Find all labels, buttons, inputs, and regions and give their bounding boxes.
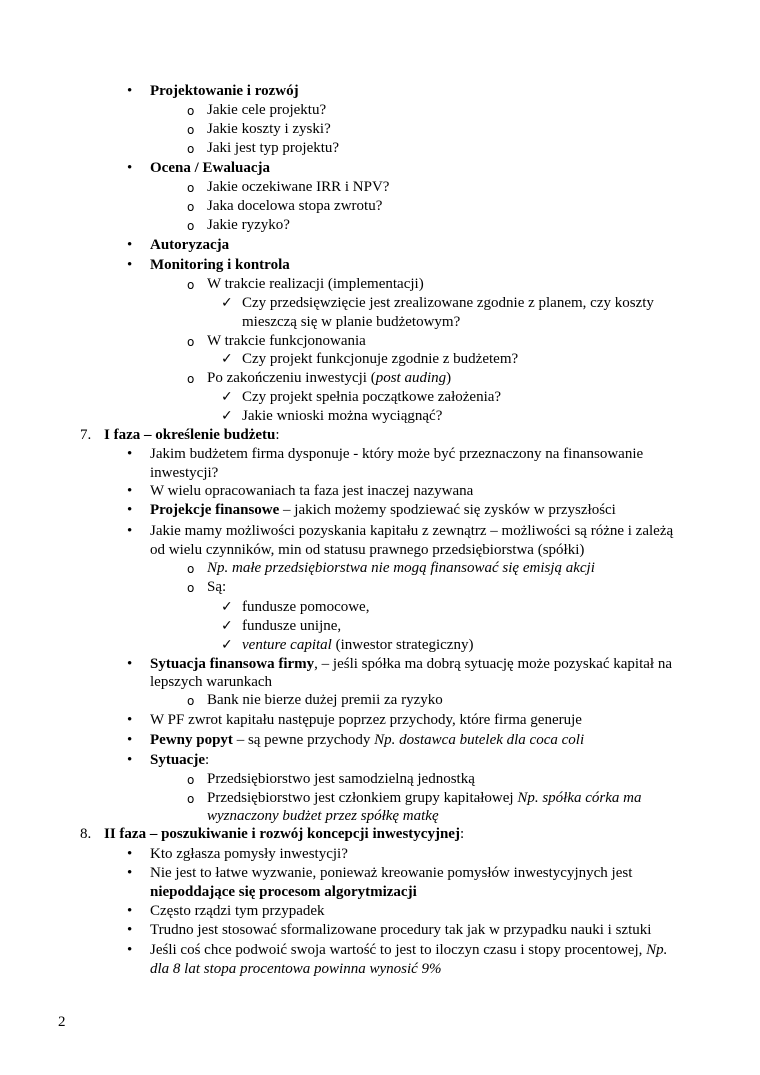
circle-bullet-icon: o — [187, 104, 195, 118]
text-run: Jakie mamy możliwości pozyskania kapitału z zewnątrz – możliwości są różne i zależą — [150, 523, 674, 539]
line-text — [242, 407, 442, 426]
text-run: fundusze unijne, — [242, 618, 342, 634]
line-text — [207, 275, 424, 294]
line-text — [207, 216, 290, 235]
text-run: Jaki jest typ projektu? — [207, 140, 340, 156]
checkmark-icon: ✓ — [221, 389, 233, 405]
text-run: dla 8 lat stopa procentowa powinna wynosić 9% — [150, 961, 442, 977]
line-text — [150, 541, 584, 560]
bullet-icon: • — [127, 846, 133, 862]
list-number: 7. — [80, 427, 92, 443]
text-run: W trakcie realizacji (implementacji) — [207, 276, 424, 292]
text-run: Sytuacje — [150, 752, 205, 768]
bullet-icon: • — [127, 865, 133, 881]
line-text — [207, 559, 595, 578]
line-text — [150, 256, 290, 275]
text-run: Czy projekt spełnia początkowe założenia? — [242, 389, 502, 405]
bullet-icon: • — [127, 903, 133, 919]
circle-bullet-icon: o — [187, 142, 195, 156]
text-run: wyznaczony budżet przez spółkę matkę — [207, 808, 439, 824]
line-text — [150, 482, 473, 501]
line-text — [150, 82, 299, 101]
text-run: od wielu czynników, min od statusu prawnego przedsiębiorstwa (spółki) — [150, 542, 585, 558]
circle-bullet-icon: o — [187, 773, 195, 787]
text-run: W wielu opracowaniach ta faza jest inaczej nazywana — [150, 483, 474, 499]
bullet-icon: • — [127, 752, 133, 768]
text-run: fundusze pomocowe, — [242, 599, 370, 615]
line-text — [150, 921, 651, 940]
line-text — [150, 673, 272, 692]
bullet-icon: • — [127, 502, 133, 518]
line-text — [207, 369, 451, 388]
line-text — [150, 902, 325, 921]
text-run: venture capital — [242, 637, 332, 653]
bullet-icon: • — [127, 446, 133, 462]
text-run: – jakich możemy spodziewać się zysków w przyszłości — [279, 502, 616, 518]
circle-bullet-icon: o — [187, 123, 195, 137]
line-text — [150, 159, 270, 178]
text-run: : — [205, 752, 210, 768]
line-text — [242, 598, 369, 617]
bullet-icon: • — [127, 656, 133, 672]
line-text — [207, 770, 475, 789]
text-run: : — [459, 826, 465, 842]
text-run: Trudno jest stosować sformalizowane procedury tak jak w przypadku nauki i sztuki — [150, 922, 652, 938]
text-run: niepoddające się procesom algorytmizacji — [150, 884, 417, 900]
text-run: Projekcje finansowe — [150, 502, 280, 518]
bullet-icon: • — [127, 257, 133, 273]
line-text — [207, 101, 326, 120]
line-text — [150, 445, 643, 464]
text-run: – są pewne przychody — [232, 732, 375, 748]
text-run: ) — [446, 370, 452, 386]
list-number: 8. — [80, 826, 92, 842]
line-text — [150, 864, 632, 883]
text-run: Po zakończeniu inwestycji ( — [207, 370, 376, 386]
line-text — [242, 294, 654, 313]
text-run: Jaka docelowa stopa zwrotu? — [207, 198, 383, 214]
text-run: Jakim budżetem firma dysponuje - który może być przeznaczony na finansowanie — [150, 446, 644, 462]
circle-bullet-icon: o — [187, 181, 195, 195]
text-run: Np. małe przedsiębiorstwa nie mogą finansować się emisją akcji — [207, 560, 595, 576]
line-text — [242, 350, 518, 369]
text-run: Czy przedsięwzięcie jest zrealizowane zgodnie z planem, czy koszty — [242, 295, 654, 311]
text-run: Jakie koszty i zyski? — [207, 121, 331, 137]
bullet-icon: • — [127, 523, 133, 539]
text-run: mieszczą się w planie budżetowym? — [242, 314, 461, 330]
text-run: Jakie oczekiwane IRR i NPV? — [207, 179, 390, 195]
circle-bullet-icon: o — [187, 581, 195, 595]
text-run: Np. spółka córka ma — [517, 790, 642, 806]
line-text — [207, 789, 642, 808]
circle-bullet-icon: o — [187, 372, 195, 386]
bullet-icon: • — [127, 237, 133, 253]
text-run: post auding — [375, 370, 447, 386]
circle-bullet-icon: o — [187, 278, 195, 292]
line-text — [150, 751, 209, 770]
checkmark-icon: ✓ — [221, 637, 233, 653]
bullet-icon: • — [127, 732, 133, 748]
checkmark-icon: ✓ — [221, 295, 233, 311]
text-run: lepszych warunkach — [150, 674, 273, 690]
line-text — [104, 825, 464, 844]
bullet-icon: • — [127, 712, 133, 728]
text-run: : — [275, 427, 280, 443]
page-number: 2 — [58, 1014, 66, 1030]
bullet-icon: • — [127, 942, 133, 958]
text-run: Np. dostawca butelek dla coca coli — [374, 732, 585, 748]
line-text — [242, 388, 501, 407]
checkmark-icon: ✓ — [221, 599, 233, 615]
text-run: (inwestor strategiczny) — [331, 637, 474, 653]
bullet-icon: • — [127, 922, 133, 938]
line-text — [150, 655, 672, 674]
line-text — [242, 636, 473, 655]
checkmark-icon: ✓ — [221, 408, 233, 424]
line-text — [207, 332, 366, 351]
line-text — [207, 578, 226, 597]
text-run: Autoryzacja — [150, 237, 230, 253]
text-run: inwestycji? — [150, 465, 219, 481]
text-run: Przedsiębiorstwo jest samodzielną jednostką — [207, 771, 475, 787]
bullet-icon: • — [127, 483, 133, 499]
text-run: Jakie wnioski można wyciągnąć? — [242, 408, 443, 424]
line-text — [207, 120, 331, 139]
line-text — [207, 197, 382, 216]
text-run: Są: — [207, 579, 227, 595]
line-text — [150, 464, 218, 483]
circle-bullet-icon: o — [187, 200, 195, 214]
circle-bullet-icon: o — [187, 219, 195, 233]
line-text — [150, 960, 442, 979]
text-run: Projektowanie i rozwój — [150, 83, 299, 99]
text-run: Sytuacja finansowa firmy — [150, 656, 315, 672]
line-text — [150, 883, 417, 902]
text-run: Jakie cele projektu? — [207, 102, 327, 118]
line-text — [150, 731, 584, 750]
text-run: Monitoring i kontrola — [150, 257, 290, 273]
text-run: Ocena / Ewaluacja — [150, 160, 270, 176]
line-text — [242, 313, 460, 332]
circle-bullet-icon: o — [187, 335, 195, 349]
line-text — [242, 617, 341, 636]
text-run: I faza – określenie budżetu — [104, 427, 276, 443]
line-text — [207, 807, 439, 826]
line-text — [207, 139, 339, 158]
text-run: , – jeśli spółka ma dobrą sytuację może pozyskać kapitał na — [314, 656, 672, 672]
line-text — [104, 426, 280, 445]
circle-bullet-icon: o — [187, 792, 195, 806]
line-text — [150, 941, 667, 960]
text-run: Przedsiębiorstwo jest członkiem grupy kapitałowej — [207, 790, 518, 806]
text-run: Pewny popyt — [150, 732, 233, 748]
text-run: W trakcie funkcjonowania — [207, 333, 366, 349]
text-run: Np. — [646, 942, 668, 958]
line-text — [150, 522, 673, 541]
text-run: II faza – poszukiwanie i rozwój koncepcji inwestycyjnej — [104, 826, 460, 842]
text-run: W PF zwrot kapitału następuje poprzez przychody, które firma generuje — [150, 712, 582, 728]
text-run: Jakie ryzyko? — [207, 217, 290, 233]
text-run: Bank nie bierze dużej premii za ryzyko — [207, 692, 443, 708]
line-text — [150, 711, 582, 730]
line-text — [150, 845, 348, 864]
bullet-icon: • — [127, 83, 133, 99]
text-run: Kto zgłasza pomysły inwestycji? — [150, 846, 348, 862]
text-run: Nie jest to łatwe wyzwanie, ponieważ kreowanie pomysłów inwestycyjnych jest — [150, 865, 633, 881]
bullet-icon: • — [127, 160, 133, 176]
text-run: Czy projekt funkcjonuje zgodnie z budżetem? — [242, 351, 519, 367]
circle-bullet-icon: o — [187, 694, 195, 708]
line-text — [150, 236, 229, 255]
line-text — [150, 501, 616, 520]
line-text — [207, 178, 389, 197]
checkmark-icon: ✓ — [221, 618, 233, 634]
text-run: Jeśli coś chce podwoić swoja wartość to jest to iloczyn czasu i stopy procentowej, — [150, 942, 647, 958]
checkmark-icon: ✓ — [221, 351, 233, 367]
line-text — [207, 691, 443, 710]
text-run: Często rządzi tym przypadek — [150, 903, 325, 919]
circle-bullet-icon: o — [187, 562, 195, 576]
